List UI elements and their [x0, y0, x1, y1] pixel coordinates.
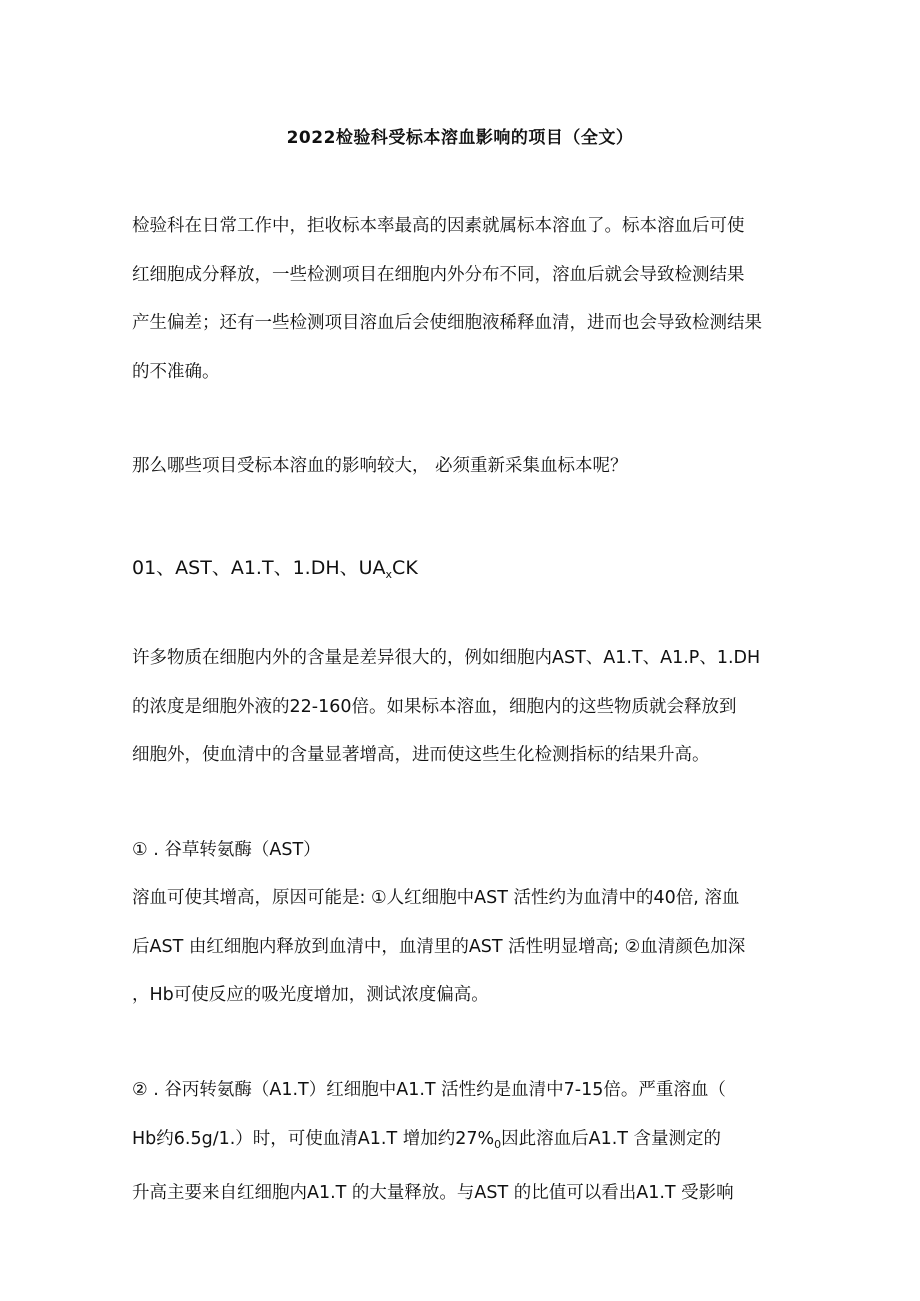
section-heading-prefix: 01、AST、A1.T、1.DH、UA: [132, 557, 386, 579]
section-body-paragraph: [132, 634, 794, 780]
item2-line2-subscript: 0: [494, 1137, 502, 1151]
section-heading-line: [132, 544, 794, 600]
question-line: 那么哪些项目受标本溶血的影响较大， 必须重新采集血标本呢？: [132, 456, 628, 476]
item2-paragraph: [132, 1066, 794, 1218]
item2-line2-prefix: Hb约6.5g∕1.）时，可使血清A1.T 增加约27%: [132, 1128, 495, 1149]
item1-body-line: 后AST 由红细胞内释放到血清中，血清里的AST 活性明显增高; ②血清颜色加深: [132, 936, 746, 957]
intro-line: 检验科在日常工作中，拒收标本率最高的因素就属标本溶血了。标本溶血后可使: [132, 216, 745, 236]
item1-body-line: ，Hb可使反应的吸光度增加，测试浓度偏高。: [132, 985, 489, 1005]
item1-heading: [132, 826, 794, 875]
item2-line: ② . 谷丙转氨酶（A1.T）红细胞中A1.T 活性约是血清中7-15倍。严重溶血（: [132, 1080, 726, 1100]
item1-body-paragraph: [132, 874, 794, 1020]
item1-heading-line: ① . 谷草转氨酶（AST）: [132, 840, 321, 860]
intro-line: 红细胞成分释放，一些检测项目在细胞内外分布不同，溶血后就会导致检测结果: [132, 264, 745, 285]
item2-line2-suffix: 因此溶血后A1.T 含量测定的: [501, 1128, 722, 1149]
document-title: 2022检验科受标本溶血影响的项目（全文）: [286, 128, 634, 148]
section-body-line: 许多物质在细胞内外的含量是差异很大的，例如细胞内AST、A1.T、A1.P、1.DH: [132, 648, 761, 668]
item2-line: [132, 1115, 794, 1170]
intro-line: 的不准确。: [132, 361, 220, 382]
intro-paragraph: [132, 202, 794, 396]
question-paragraph: [132, 442, 794, 491]
item1-body-line: 溶血可使其增高，原因可能是: ①人红细胞中AST 活性约为血清中的40倍, 溶血: [132, 888, 740, 908]
section-heading-suffix: CK: [392, 557, 418, 579]
section-heading-subscript: x: [385, 568, 393, 581]
item2-line: 升高主要来自红细胞内A1.T 的大量释放。与AST 的比值可以看出A1.T 受影响: [132, 1183, 734, 1203]
section-heading: [132, 544, 794, 600]
section-body-line: 细胞外，使血清中的含量显著增高，进而使这些生化检测指标的结果升高。: [132, 745, 710, 765]
section-body-line: 的浓度是细胞外液的22-160倍。如果标本溶血，细胞内的这些物质就会释放到: [132, 696, 737, 717]
intro-line: 产生偏差；还有一些检测项目溶血后会使细胞液稀释血清，进而也会导致检测结果: [132, 313, 762, 333]
